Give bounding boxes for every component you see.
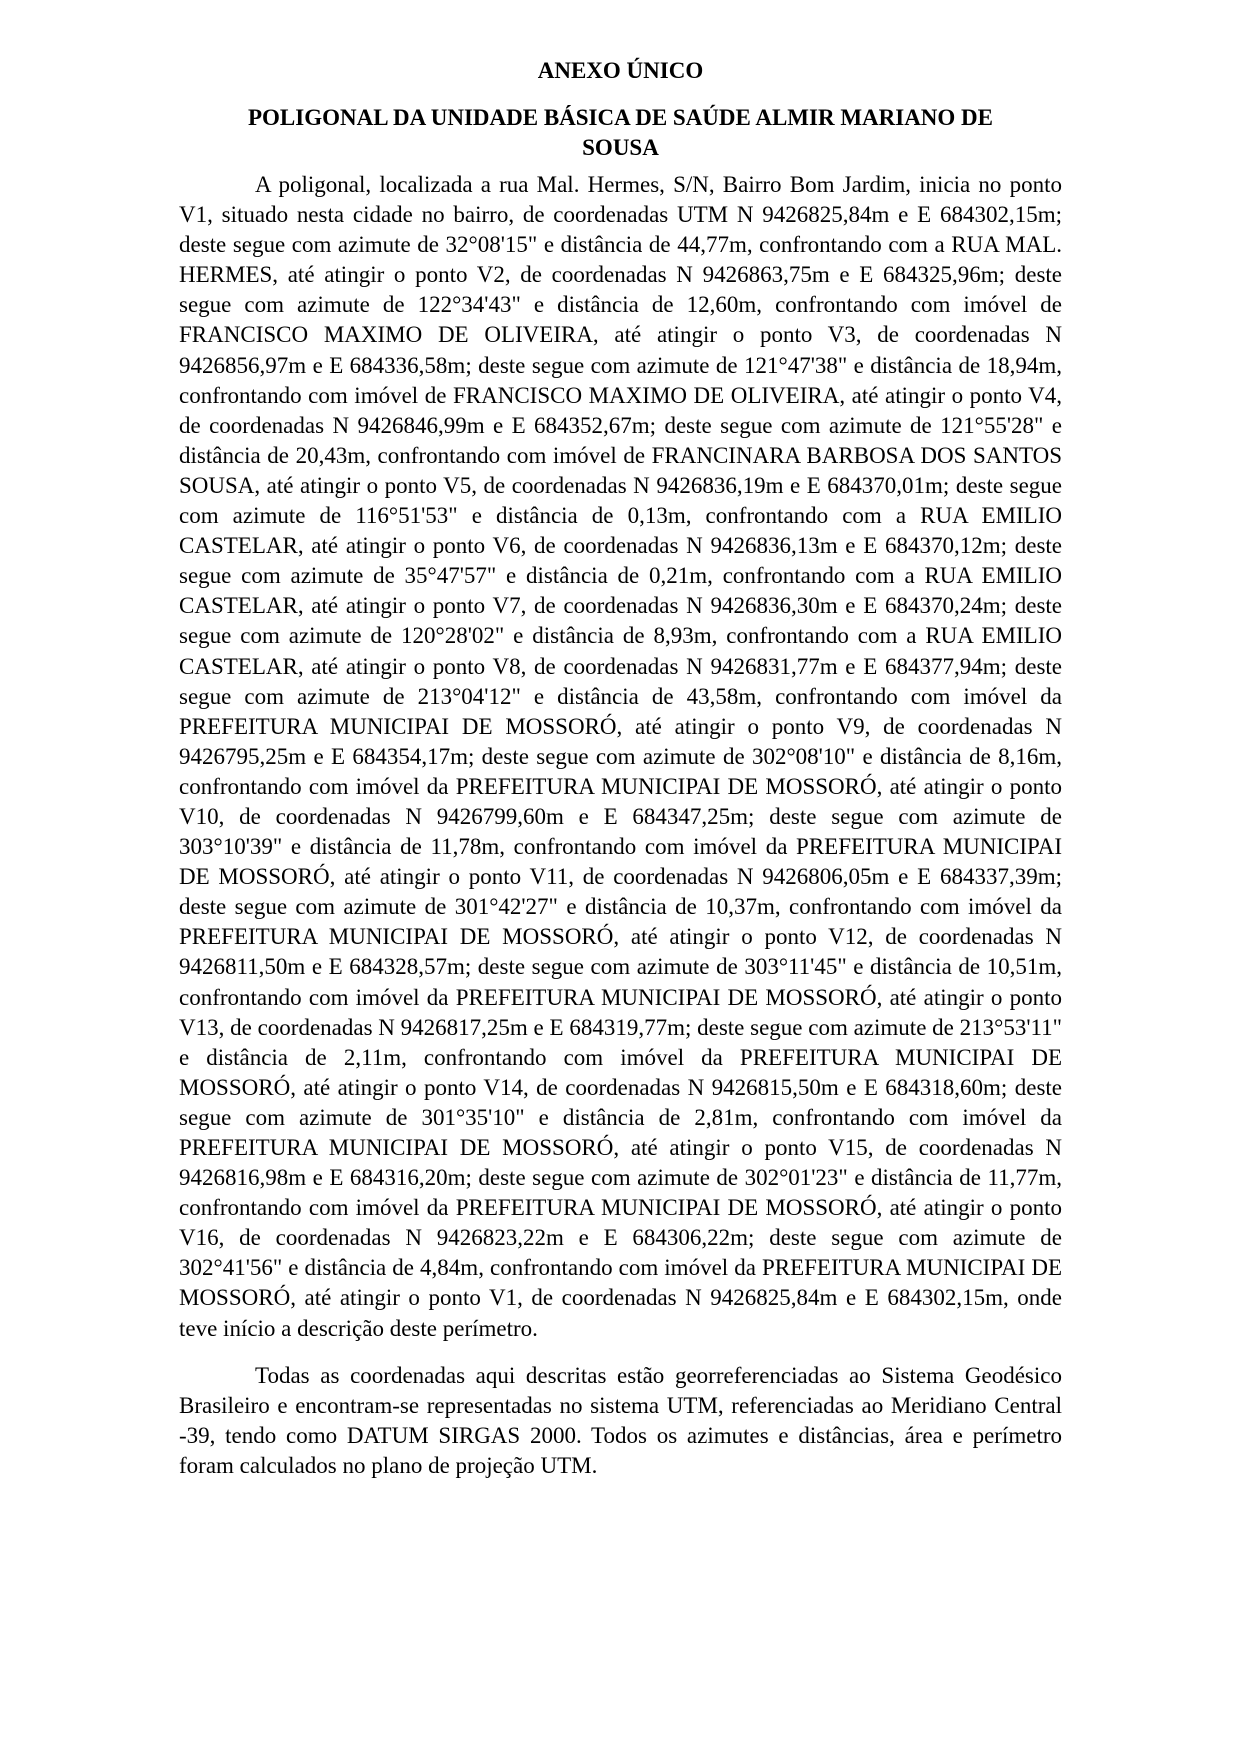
perimeter-description-paragraph: A poligonal, localizada a rua Mal. Hermes, S/N, Bairro Bom Jardim, inicia no ponto V1, situado nesta cidade no bairro, de coordenadas UTM N 9426825,84m e E 684302,15m; deste segue com azimute de 32°08'15" e distância de 44,77m, confrontando com a RUA MAL. HERMES, até atingir o ponto V2, de coordenadas N 9426863,75m e E 684325,96m; deste segue com azimute de 122°34'43" e distância de 12,60m, confrontando com imóvel de FRANCISCO MAXIMO DE OLIVEIRA, até atingir o ponto V3, de coordenadas N 9426856,97m e E 684336,58m; deste segue com azimute de 121°47'38" e distância de 18,94m, confrontando com imóvel de FRANCISCO MAXIMO DE OLIVEIRA, até atingir o ponto V4, de coordenadas N 9426846,99m e E 684352,67m; deste segue com azimute de 121°55'28" e distância de 20,43m, confrontando com imóvel de FRANCINARA BARBOSA DOS SANTOS SOUSA, até atingir o ponto V5, de coordenadas N 9426836,19m e E 684370,01m; deste segue com azimute de 116°51'53" e distância de 0,13m, confrontando com a RUA EMILIO CASTELAR, até atingir o ponto V6, de coordenadas N 9426836,13m e E 684370,12m; deste segue com azimute de 35°47'57" e distância de 0,21m, confrontando com a RUA EMILIO CASTELAR, até atingir o ponto V7, de coordenadas N 9426836,30m e E 684370,24m; deste segue com azimute de 120°28'02" e distância de 8,93m, confrontando com a RUA EMILIO CASTELAR, até atingir o ponto V8, de coordenadas N 9426831,77m e E 684377,94m; deste segue com azimute de 213°04'12" e distância de 43,58m, confrontando com imóvel da PREFEITURA MUNICIPAI DE MOSSORÓ, até atingir o ponto V9, de coordenadas N 9426795,25m e E 684354,17m; deste segue com azimute de 302°08'10" e distância de 8,16m, confrontando com imóvel da PREFEITURA MUNICIPAI DE MOSSORÓ, até atingir o ponto V10, de coordenadas N 9426799,60m e E 684347,25m; deste segue com azimute de 303°10'39" e distância de 11,78m, confrontando com imóvel da PREFEITURA MUNICIPAI DE MOSSORÓ, até atingir o ponto V11, de coordenadas N 9426806,05m e E 684337,39m; deste segue com azimute de 301°42'27" e distância de 10,37m, confrontando com imóvel da PREFEITURA MUNICIPAI DE MOSSORÓ, até atingir o ponto V12, de coordenadas N 9426811,50m e E 684328,57m; deste segue com azimute de 303°11'45" e distância de 10,51m, confrontando com imóvel da PREFEITURA MUNICIPAI DE MOSSORÓ, até atingir o ponto V13, de coordenadas N 9426817,25m e E 684319,77m; deste segue com azimute de 213°53'11" e distância de 2,11m, confrontando com imóvel da PREFEITURA MUNICIPAI DE MOSSORÓ, até atingir o ponto V14, de coordenadas N 9426815,50m e E 684318,60m; deste segue com azimute de 301°35'10" e distância de 2,81m, confrontando com imóvel da PREFEITURA MUNICIPAI DE MOSSORÓ, até atingir o ponto V15, de coordenadas N 9426816,98m e E 684316,20m; deste segue com azimute de 302°01'23" e distância de 11,77m, confrontando com imóvel da PREFEITURA MUNICIPAI DE MOSSORÓ, até atingir o ponto V16, de coordenadas N 9426823,22m e E 684306,22m; deste segue com azimute de 302°41'56" e distância de 4,84m, confrontando com imóvel da PREFEITURA MUNICIPAI DE MOSSORÓ, até atingir o ponto V1, de coordenadas N 9426825,84m e E 684302,15m, onde teve início a descrição deste perímetro. — [179, 172, 1062, 1341]
document-body — [179, 56, 1062, 1481]
georeference-note-paragraph: Todas as coordenadas aqui descritas estão georreferenciadas ao Sistema Geodésico Brasileiro e encontram-se representadas no sistema UTM, referenciadas ao Meridiano Central -39, tendo como DATUM SIRGAS 2000. Todos os azimutes e distâncias, área e perímetro foram calculados no plano de projeção UTM. — [179, 1362, 1062, 1478]
document-title: ANEXO ÚNICO — [537, 58, 704, 83]
document-subtitle: POLIGONAL DA UNIDADE BÁSICA DE SAÚDE ALMIR MARIANO DE SOUSA — [247, 105, 994, 160]
